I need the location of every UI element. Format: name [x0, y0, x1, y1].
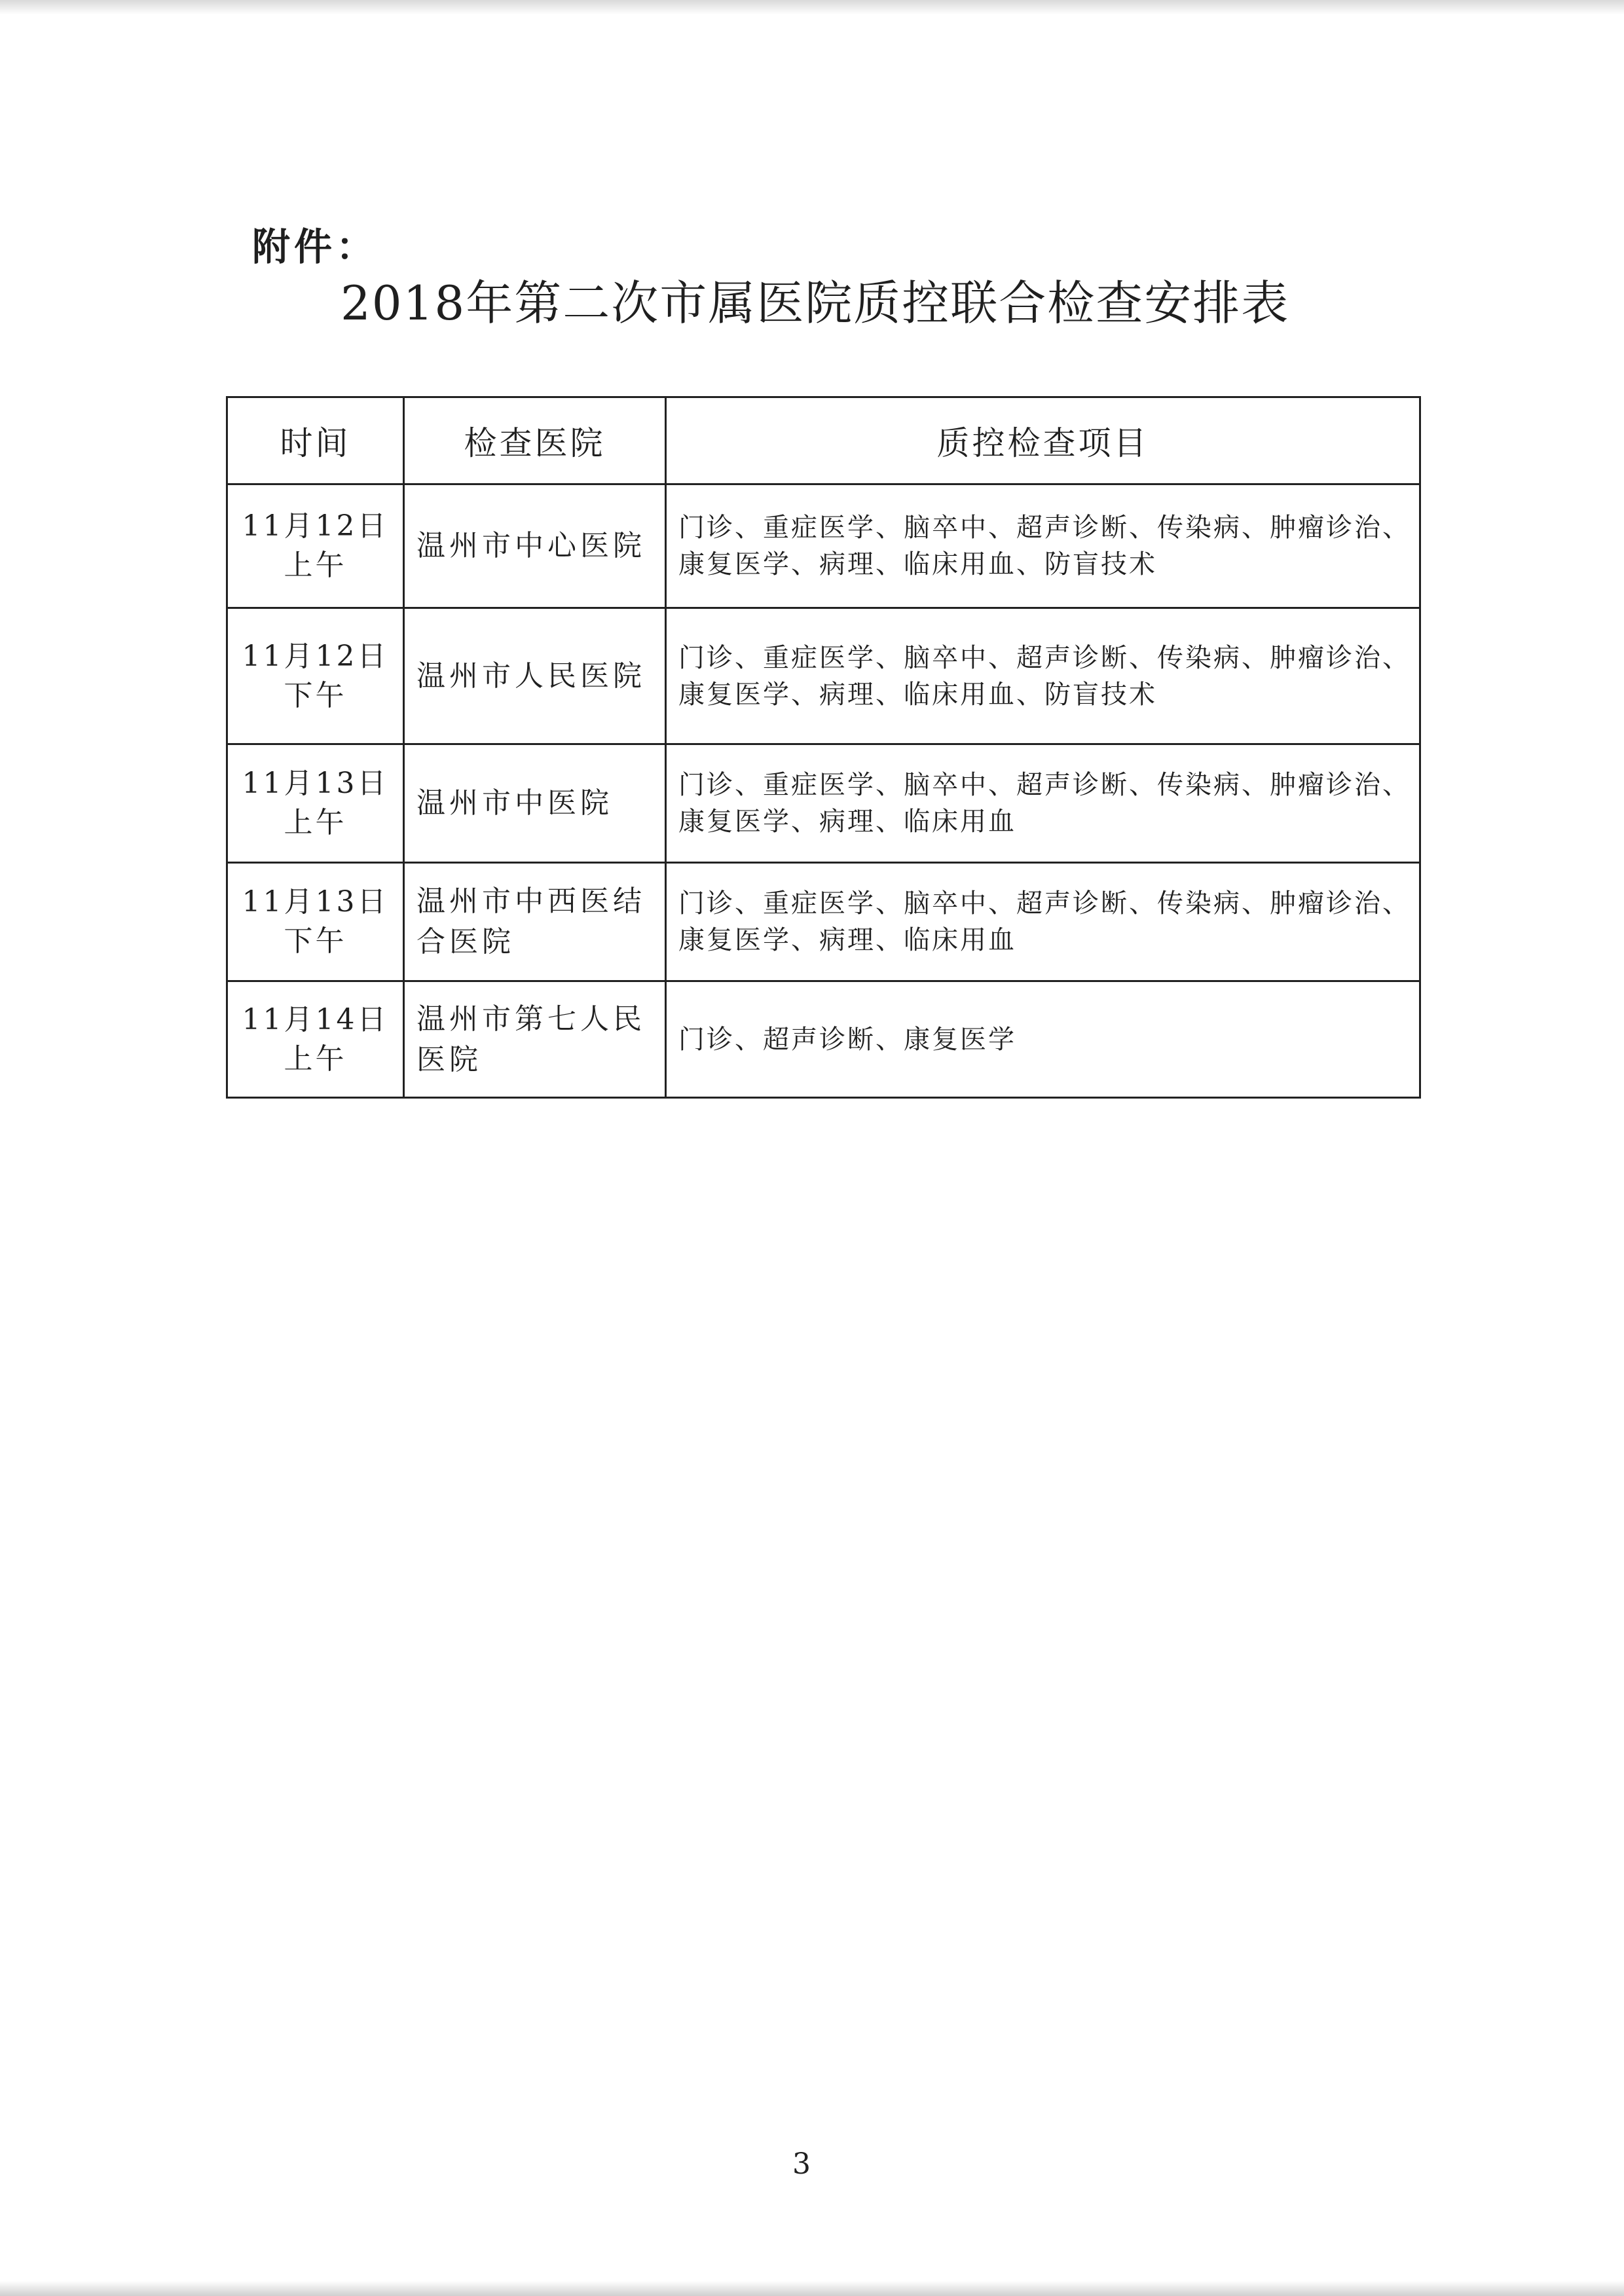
table-row	[227, 981, 1420, 1098]
date-text: 11月13日	[242, 885, 389, 919]
items-line: 门诊、重症医学、脑卒中、超声诊断、传染病、肿瘤诊治、	[678, 513, 1411, 543]
time-cell	[227, 863, 404, 981]
date-text: 11月14日	[242, 1002, 389, 1036]
hospital-cell: 温州市人民医院	[404, 608, 666, 744]
time-cell	[227, 608, 404, 744]
date-text: 11月12日	[242, 509, 389, 543]
schedule-table	[226, 396, 1421, 1099]
time-cell	[227, 981, 404, 1098]
table-row	[227, 608, 1420, 744]
items-cell	[666, 608, 1420, 744]
hospital-cell: 温州市中西医结合医院	[404, 863, 666, 981]
period-text: 下午	[284, 924, 347, 958]
scan-edge-bottom	[0, 2281, 1624, 2296]
date-text: 11月12日	[242, 639, 389, 673]
items-cell	[666, 863, 1420, 981]
items-line: 门诊、重症医学、脑卒中、超声诊断、传染病、肿瘤诊治、	[678, 888, 1411, 919]
table-row	[227, 484, 1420, 608]
hospital-cell: 温州市中医院	[404, 744, 666, 863]
table-row	[227, 744, 1420, 863]
period-text: 上午	[284, 1042, 347, 1076]
items-line: 康复医学、病理、临床用血、防盲技术	[678, 549, 1157, 579]
date-text: 11月13日	[242, 767, 389, 800]
items-line: 康复医学、病理、临床用血	[678, 807, 1016, 837]
table-header-row	[227, 397, 1420, 484]
hospital-cell: 温州市第七人民医院	[404, 981, 666, 1098]
items-line: 康复医学、病理、临床用血、防盲技术	[678, 679, 1157, 710]
scan-edge-top	[0, 0, 1624, 14]
items-cell	[666, 484, 1420, 608]
page-number: 3	[792, 2147, 811, 2181]
items-line: 门诊、重症医学、脑卒中、超声诊断、传染病、肿瘤诊治、	[678, 770, 1411, 800]
items-line: 门诊、超声诊断、康复医学	[678, 1024, 1016, 1055]
time-cell	[227, 744, 404, 863]
time-cell	[227, 484, 404, 608]
period-text: 下午	[284, 678, 347, 712]
attachment-label: 附件：	[252, 225, 378, 269]
items-line: 门诊、重症医学、脑卒中、超声诊断、传染病、肿瘤诊治、	[678, 642, 1411, 673]
header-items: 质控检查项目	[666, 397, 1420, 484]
items-line: 康复医学、病理、临床用血	[678, 925, 1016, 955]
hospital-cell: 温州市中心医院	[404, 484, 666, 608]
period-text: 上午	[284, 806, 347, 839]
header-hospital: 检查医院	[404, 397, 666, 484]
header-time: 时间	[227, 397, 404, 484]
items-cell	[666, 744, 1420, 863]
document-title: 2018年第二次市属医院质控联合检查安排表	[341, 276, 1290, 331]
period-text: 上午	[284, 549, 347, 582]
table-row	[227, 863, 1420, 981]
items-cell	[666, 981, 1420, 1098]
